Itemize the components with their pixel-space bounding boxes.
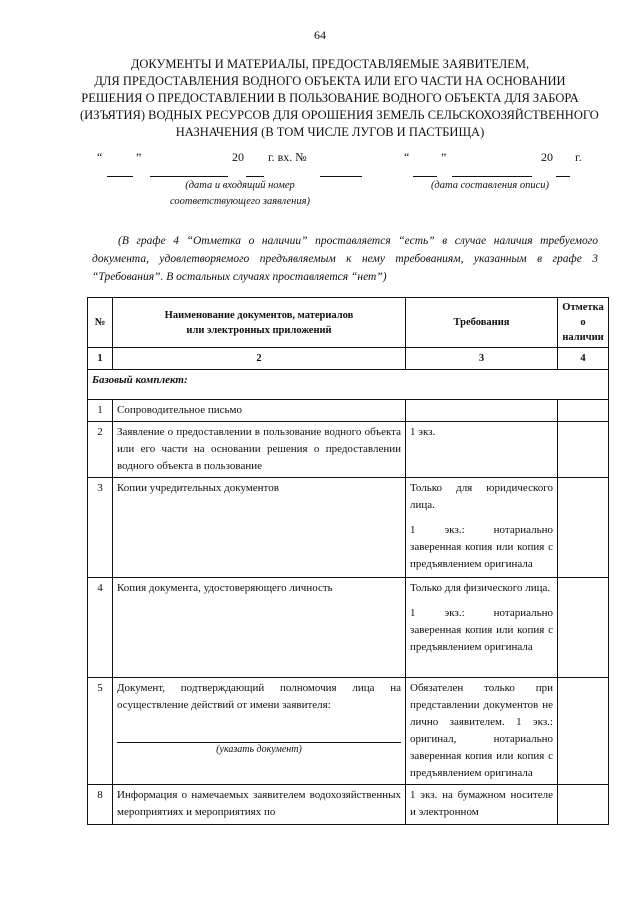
mark-cell	[558, 478, 609, 578]
header-line: Отметка	[562, 302, 604, 313]
signature-caption: (указать документ)	[216, 744, 302, 755]
table-row	[88, 578, 609, 678]
requirements-cell	[406, 578, 558, 678]
document-name-text: Документ, подтверждающий полномочия лица на осуществление действий от имени заявителя:	[117, 682, 401, 711]
row-number: 8	[88, 785, 113, 825]
header-line: о наличии	[562, 317, 604, 343]
requirements-cell	[406, 422, 558, 478]
table-row	[88, 422, 609, 478]
document-name: Заявление о предоставлении в пользование водного объекта или его части на основании решения о предоставлении водного объекта в пользование	[113, 422, 406, 478]
document-name: Копия документа, удостоверяющего личность	[113, 578, 406, 678]
header-line: Наименование документов, материалов	[164, 309, 354, 321]
header-name	[113, 298, 406, 348]
requirements-cell	[406, 678, 558, 785]
document-name: Информация о намечаемых заявителем водохозяйственных мероприятиях и мероприятиях по	[113, 785, 406, 825]
mark-cell	[558, 785, 609, 825]
requirements-cell	[406, 478, 558, 578]
header-num: №	[88, 298, 113, 348]
quote-open: “	[404, 150, 410, 164]
row-number: 5	[88, 678, 113, 785]
section-heading: Базовый комплект:	[88, 370, 609, 400]
column-number: 3	[406, 348, 558, 370]
quote-close: ”	[136, 150, 142, 164]
table-row	[88, 400, 609, 422]
title-line: (ИЗЪЯТИЯ) ВОДНЫХ РЕСУРСОВ ДЛЯ ОРОШЕНИЯ ЗЕМЕЛЬ СЕЛЬСКОХОЗЯЙСТВЕННОГО	[80, 108, 599, 122]
document-name: Копии учредительных документов	[113, 478, 406, 578]
document-title	[80, 56, 599, 141]
title-line: ДЛЯ ПРЕДОСТАВЛЕНИЯ ВОДНОГО ОБЪЕКТА ИЛИ ЕГО ЧАСТИ НА ОСНОВАНИИ	[94, 74, 566, 88]
blank-line	[556, 176, 570, 177]
blank-line	[150, 176, 228, 177]
requirement-text: 1 экз.	[410, 426, 436, 438]
mark-cell	[558, 678, 609, 785]
table-row	[88, 785, 609, 825]
quote-open: “	[97, 150, 103, 164]
quote-close: ”	[441, 150, 447, 164]
caption-line: (дата и входящий номер	[185, 180, 295, 191]
column-number: 2	[113, 348, 406, 370]
header-mark	[558, 298, 609, 348]
title-line: НАЗНАЧЕНИЯ (В ТОМ ЧИСЛЕ ЛУГОВ И ПАСТБИЩА)	[175, 125, 485, 139]
table-row	[88, 678, 609, 785]
documents-table	[87, 297, 609, 825]
right-caption: (дата составления описи)	[430, 180, 550, 191]
requirements-cell	[406, 400, 558, 422]
requirement-text: Только для физического лица.	[410, 582, 551, 594]
row-number: 1	[88, 400, 113, 422]
left-caption	[140, 178, 340, 210]
document-name	[113, 678, 406, 785]
row-number: 3	[88, 478, 113, 578]
blank-line	[413, 176, 437, 177]
blank-line	[246, 176, 264, 177]
requirement-text: 1 экз.: нотариально заверенная копия или копия с предъявлением оригинала	[410, 607, 553, 653]
table-row	[88, 478, 609, 578]
blank-line	[320, 176, 362, 177]
instruction-note: (В графе 4 “Отметка о наличии” проставляется “есть” в случае наличия требуемого документа, удовлетворяемого предъявляемым к нему требованиям, указанным в графе 3 “Требования”. В остальных случаях проставляется “нет”)	[92, 235, 598, 283]
title-line: ДОКУМЕНТЫ И МАТЕРИАЛЫ, ПРЕДОСТАВЛЯЕМЫЕ ЗАЯВИТЕЛЕМ,	[130, 57, 530, 71]
title-line: РЕШЕНИЯ О ПРЕДОСТАВЛЕНИИ В ПОЛЬЗОВАНИЕ ВОДНОГО ОБЪЕКТА ДЛЯ ЗАБОРА	[81, 91, 579, 105]
mark-cell	[558, 400, 609, 422]
mark-cell	[558, 578, 609, 678]
blank-line	[452, 176, 532, 177]
header-line: или электронных приложений	[186, 324, 332, 336]
mark-cell	[558, 422, 609, 478]
requirements-cell	[406, 785, 558, 825]
row-number: 2	[88, 422, 113, 478]
incoming-number-label: г. вх. №	[268, 150, 307, 164]
requirement-text: Только для юридического лица.	[410, 482, 553, 511]
requirement-text: 1 экз.: нотариально заверенная копия или копия с предъявлением оригинала	[410, 524, 553, 570]
column-number: 4	[558, 348, 609, 370]
document-name: Сопроводительное письмо	[113, 400, 406, 422]
year-suffix: г.	[575, 150, 582, 164]
row-number: 4	[88, 578, 113, 678]
blank-line	[107, 176, 133, 177]
header-requirements: Требования	[406, 298, 558, 348]
year-prefix: 20	[232, 150, 244, 164]
column-number: 1	[88, 348, 113, 370]
caption-line: соответствующего заявления)	[170, 196, 310, 207]
page-number: 64	[314, 28, 326, 42]
year-prefix: 20	[541, 150, 553, 164]
requirement-text: 1 экз. на бумажном носителе и электронном	[410, 789, 553, 818]
requirement-text: Обязателен только при представлении документов не лично заявителем. 1 экз.: оригинал, нотариально заверенная копия или копия с предъявлением оригинала	[410, 682, 553, 779]
